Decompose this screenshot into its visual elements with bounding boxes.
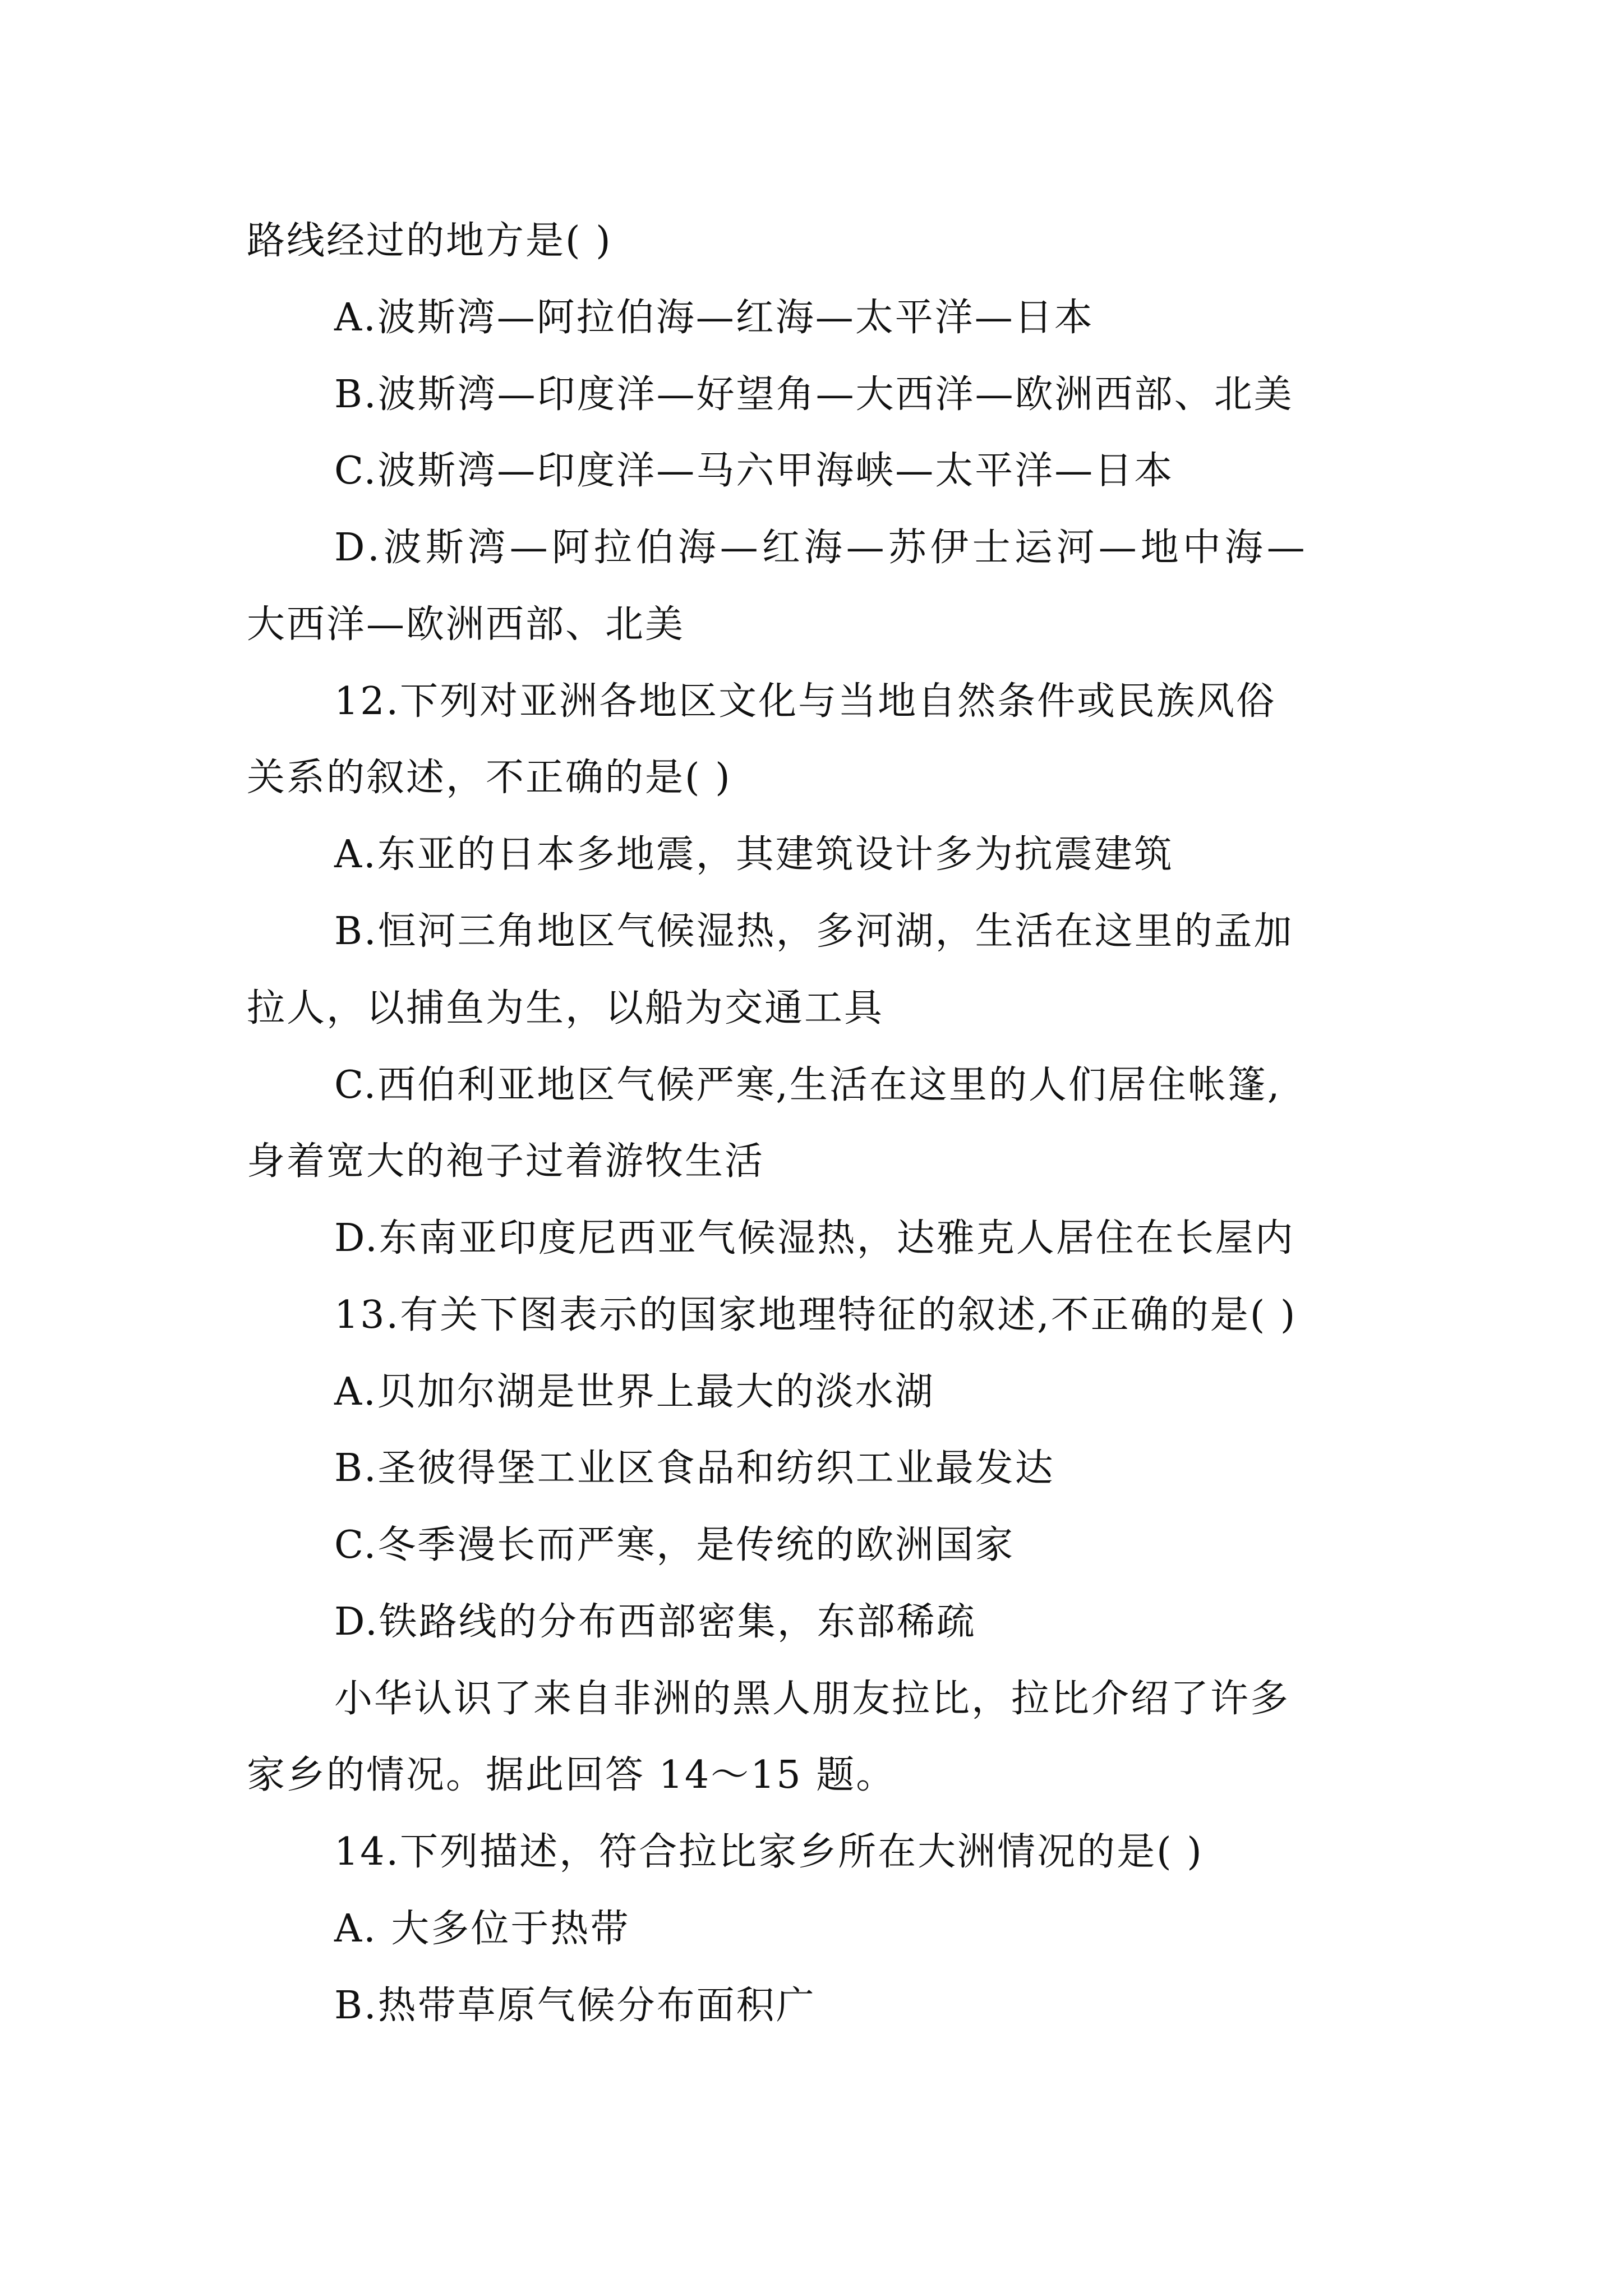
- passage-intro-continued: 家乡的情况。据此回答 14～15 题。: [247, 1753, 896, 1797]
- question-11-option-c: C.波斯湾—印度洋—马六甲海峡—太平洋—日本: [334, 449, 1174, 493]
- question-12-option-c: C.西伯利亚地区气候严寒,生活在这里的人们居住帐篷,: [334, 1063, 1281, 1107]
- question-13-option-c: C.冬季漫长而严寒，是传统的欧洲国家: [334, 1523, 1015, 1567]
- question-11-stem-continued: 路线经过的地方是( ): [247, 219, 612, 263]
- question-13-option-a: A.贝加尔湖是世界上最大的淡水湖: [334, 1370, 935, 1414]
- question-12-option-d: D.东南亚印度尼西亚气候湿热，达雅克人居住在长屋内: [334, 1216, 1295, 1260]
- question-13-stem: 13.有关下图表示的国家地理特征的叙述,不正确的是( ): [334, 1293, 1297, 1337]
- question-14-option-a: A. 大多位于热带: [334, 1907, 630, 1951]
- question-12-stem: 12.下列对亚洲各地区文化与当地自然条件或民族风俗: [334, 679, 1276, 724]
- question-14-option-b: B.热带草原气候分布面积广: [334, 1984, 816, 2028]
- question-14-stem: 14.下列描述，符合拉比家乡所在大洲情况的是( ): [334, 1830, 1204, 1874]
- question-11-option-a: A.波斯湾—阿拉伯海—红海—太平洋—日本: [334, 296, 1094, 340]
- passage-intro: 小华认识了来自非洲的黑人朋友拉比，拉比介绍了许多: [334, 1677, 1290, 1721]
- question-11-option-b: B.波斯湾—印度洋—好望角—大西洋—欧洲西部、北美: [334, 372, 1294, 417]
- question-12-option-a: A.东亚的日本多地震，其建筑设计多为抗震建筑: [334, 832, 1174, 877]
- question-11-option-d-continued: 大西洋—欧洲西部、北美: [247, 602, 685, 647]
- question-12-stem-continued: 关系的叙述，不正确的是( ): [247, 756, 732, 800]
- question-13-option-d: D.铁路线的分布西部密集，东部稀疏: [334, 1600, 976, 1644]
- question-13-option-b: B.圣彼得堡工业区食品和纺织工业最发达: [334, 1446, 1055, 1490]
- question-12-option-c-continued: 身着宽大的袍子过着游牧生活: [247, 1139, 765, 1184]
- question-11-option-d: D.波斯湾—阿拉伯海—红海—苏伊士运河—地中海—: [334, 526, 1309, 570]
- question-12-option-b: B.恒河三角地区气候湿热，多河湖，生活在这里的孟加: [334, 909, 1294, 954]
- question-12-option-b-continued: 拉人，以捕鱼为生，以船为交通工具: [247, 986, 884, 1030]
